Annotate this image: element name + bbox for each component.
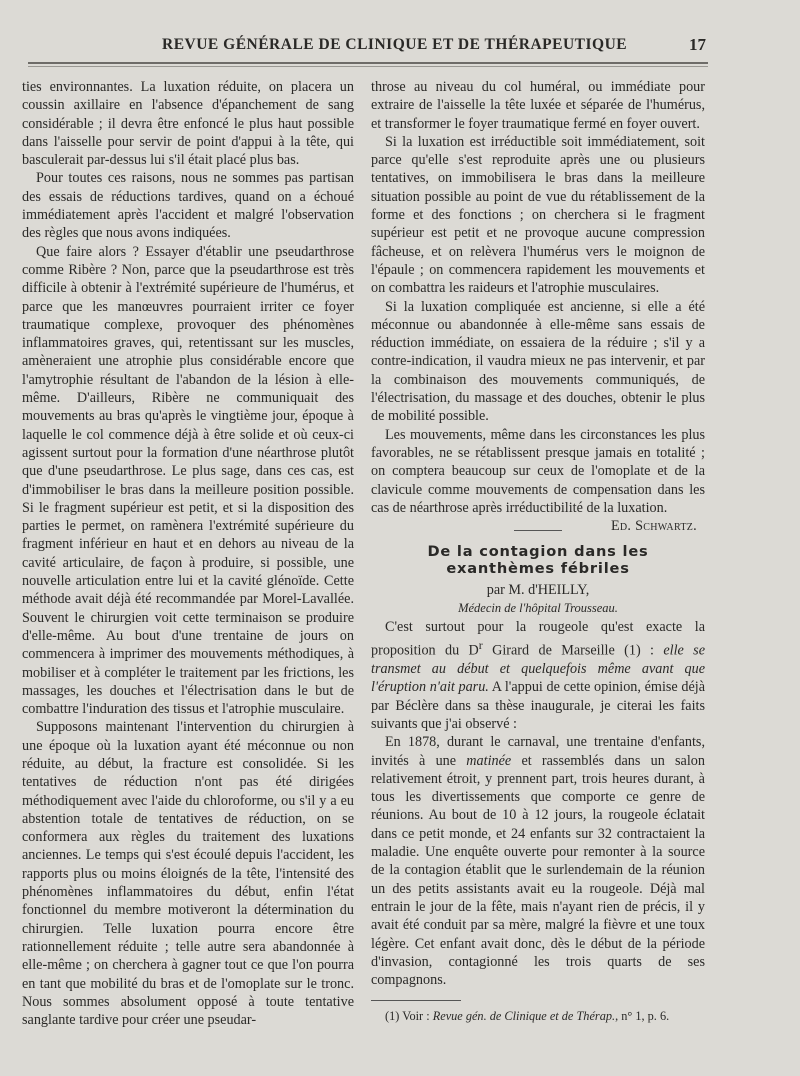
running-title: REVUE GÉNÉRALE DE CLINIQUE ET DE THÉRAPEUTIQUE [162,36,628,53]
paragraph [371,733,705,989]
signature: Ed. Schwartz. [610,518,697,535]
footnote-source: Revue gén. de Clinique et de Thérap. [432,1009,616,1024]
superscript: r [478,638,483,653]
footnote [371,1008,705,1024]
paragraph: ties environnantes. La luxation réduite, on placera un coussin axillaire en l'absence d'épanchement de sang considérable ; il devra être enfoncé le plus haut possible dans l'aisselle pour servir de point d'appui à la tête, qui basculerait par-dessus lui s'il était placé plus bas. [22,79,354,169]
header-rule [28,62,708,64]
author-role: Médecin de l'hôpital Trousseau. [458,601,618,616]
text-run: et rassemblés dans un salon relativement étroit, y prennent part, trois heures durant, à tous les divertissements que comporte ce genre de réunions. Au bout de 10 à 12 jours, la rougeole éclatait dans ce petit monde, et 24 enfants sur 32 contractaient la maladie. Une enquête ouverte pour remonter à la source de la contagion établit que le surlendemain de la réunion un des petits assistants avait eu la rougeole. Déjà mal entrain le jour de la fête, mais n'ayant rien de précis, il y avait été conduit par sa mère, malgré la fièvre et une toux légère. Cet enfant avait donc, dès le début de la période d'invasion, contagionné les trois quarts de ses compagnons. [371,752,705,989]
text-run: A l'appui de cette opinion, émise déjà par Béclère dans sa thèse inaugurale, je citerai les faits suivants que j'ai observé : [371,679,705,732]
paragraph: Pour toutes ces raisons, nous ne sommes pas partisan des essais de réductions tardives, quand on a échoué immédiatement après l'accident et malgré l'observation des règles que nous avons indiquées. [22,170,354,242]
footnote-suffix: , n° 1, p. 6. [615,1009,670,1024]
paragraph: throse au niveau du col huméral, ou immédiate pour extraire de l'aisselle la tête luxée et séparée de l'humérus, et transformer le foyer traumatique fermé en foyer ouvert. [371,79,705,132]
page-number: 17 [689,35,706,54]
paragraph [371,426,705,535]
paragraph: Que faire alors ? Essayer d'établir une pseudarthrose comme Ribère ? Non, parce que la pseudarthrose est très difficile à obtenir à l'extrémité supérieure de l'humérus, et parce que les manœuvres pourraient irriter ce foyer traumatique complexe, provoquer des phénomènes inflammatoires graves, qui, retentissant sur les muscles, amèneraient une atrophie plus considérable encore que l'amytrophie résultant de l'abandon de la lésion à elle-même. D'ailleurs, Ribère ne communiquait des mouvements au bras qu'après le vingtième jour, époque à laquelle le col commence déjà à être solide et où ceux-ci agissent surtout pour la formation d'une néarthrose plutôt que d'une pseudarthrose. Le plus sage, dans ces cas, est d'immobiliser le bras dans la meilleure position possible. Si le fragment supérieur est petit, et si la disposition des parties le permet, on ramènera l'extrémité supérieure du fragment inférieur en haut et en dehors au niveau de la cavité articulaire, de façon à produire, si possible, une nouvelle articulation entre lui et la cavité glénoïde. Cette méthode avait déjà été recommandée par Morel-Lavallée. Souvent le chirurgien voit cette terminaison se produire d'elle-même. Au bout d'une trentaine de jours on commencera à imprimer des mouvements méthodiques, à mobiliser et à compléter le traitement par les frictions, les massages, les douches et l'électrisation dans le but de combattre l'induration des tissus et l'atrophie musculaire. [22,243,354,718]
header-rule-thin [28,66,708,67]
emphasis: elle se transmet au début et quelquefois même avant que l'éruption n'ait paru. [371,642,705,696]
paragraph: Si la luxation est irréductible soit immédiatement, soit parce qu'elle s'est reproduite après une ou plusieurs tentatives, on immobilisera le bras dans la meilleure situation possible au point de vue du rétablissement de la forme et des fonctions ; on cherchera si le fragment supérieur est petit et ne provoque aucune compression fâcheuse, et on relèvera l'humérus vers le moignon de l'épaule ; on commencera rapidement les mouvements et on combattra les raideurs et l'atrophie musculaires. [371,133,705,297]
right-column [371,78,705,1024]
left-column [22,78,354,1029]
footnote-prefix: (1) Voir : [385,1009,433,1024]
paragraph: Si la luxation compliquée est ancienne, si elle a été méconnue ou abandonnée à elle-même sans essais de réduction immédiate, on essaiera de la réduire ; s'il y a contre-indication, il vaudra mieux ne pas intervenir, et par la combinaison des mouvements communiqués, de l'électrisation, du massage et des douches, obtenir le plus de mobilité possible. [371,298,705,425]
footnote-rule [371,1000,461,1001]
paragraph [371,618,705,734]
section-separator [514,530,562,531]
page-header [0,30,800,64]
paragraph-text: Les mouvements, même dans les circonstances les plus favorables, ne se rétablissent presque jamais en totalité ; on comptera beaucoup sur ceux de l'omoplate et de la clavicule comme mouvements de compensation dans les cas de néarthrose après irréductibilité de la luxation. [371,426,705,516]
emphasis: matinée [466,752,512,769]
article-title: De la contagion dans les exanthèmes fébriles [427,543,649,578]
text-run: En 1878, durant le carnaval, une trentaine d'enfants, invités à une [371,734,705,769]
text-run: Girard de Marseille (1) : [482,642,664,659]
paragraph: Supposons maintenant l'intervention du chirurgien à une époque où la luxation ayant été méconnue ou non réduite, au début, la fracture est consolidée. Si les tentatives de réduction n'ont pas été dirigées méthodiquement avec l'aide du chloroforme, ou s'il y a eu abstention totale de tentatives de réduction, on se conformera aux règles du traitement des luxations anciennes. Le temps qui s'est écoulé depuis l'accident, les rapports plus ou moins éloignés de la tête, l'intensité des phénomènes inflammatoires du début, enfin l'état fonctionnel du membre motiveront la détermination du chirurgien. Telle luxation pourra encore être rationnellement réduite ; telle autre sera abandonnée à elle-même ; on cherchera à gagner tout ce que l'on pourra en tant que mobilité du bras et de l'omoplate sur le tronc. Nous sommes absolument opposé à toute tentative sanglante tardive pour créer une pseudar- [22,719,354,1029]
text-run: C'est surtout pour la rougeole qu'est exacte la proposition du D [371,618,705,659]
author: par M. d'HEILLY, [486,582,590,599]
